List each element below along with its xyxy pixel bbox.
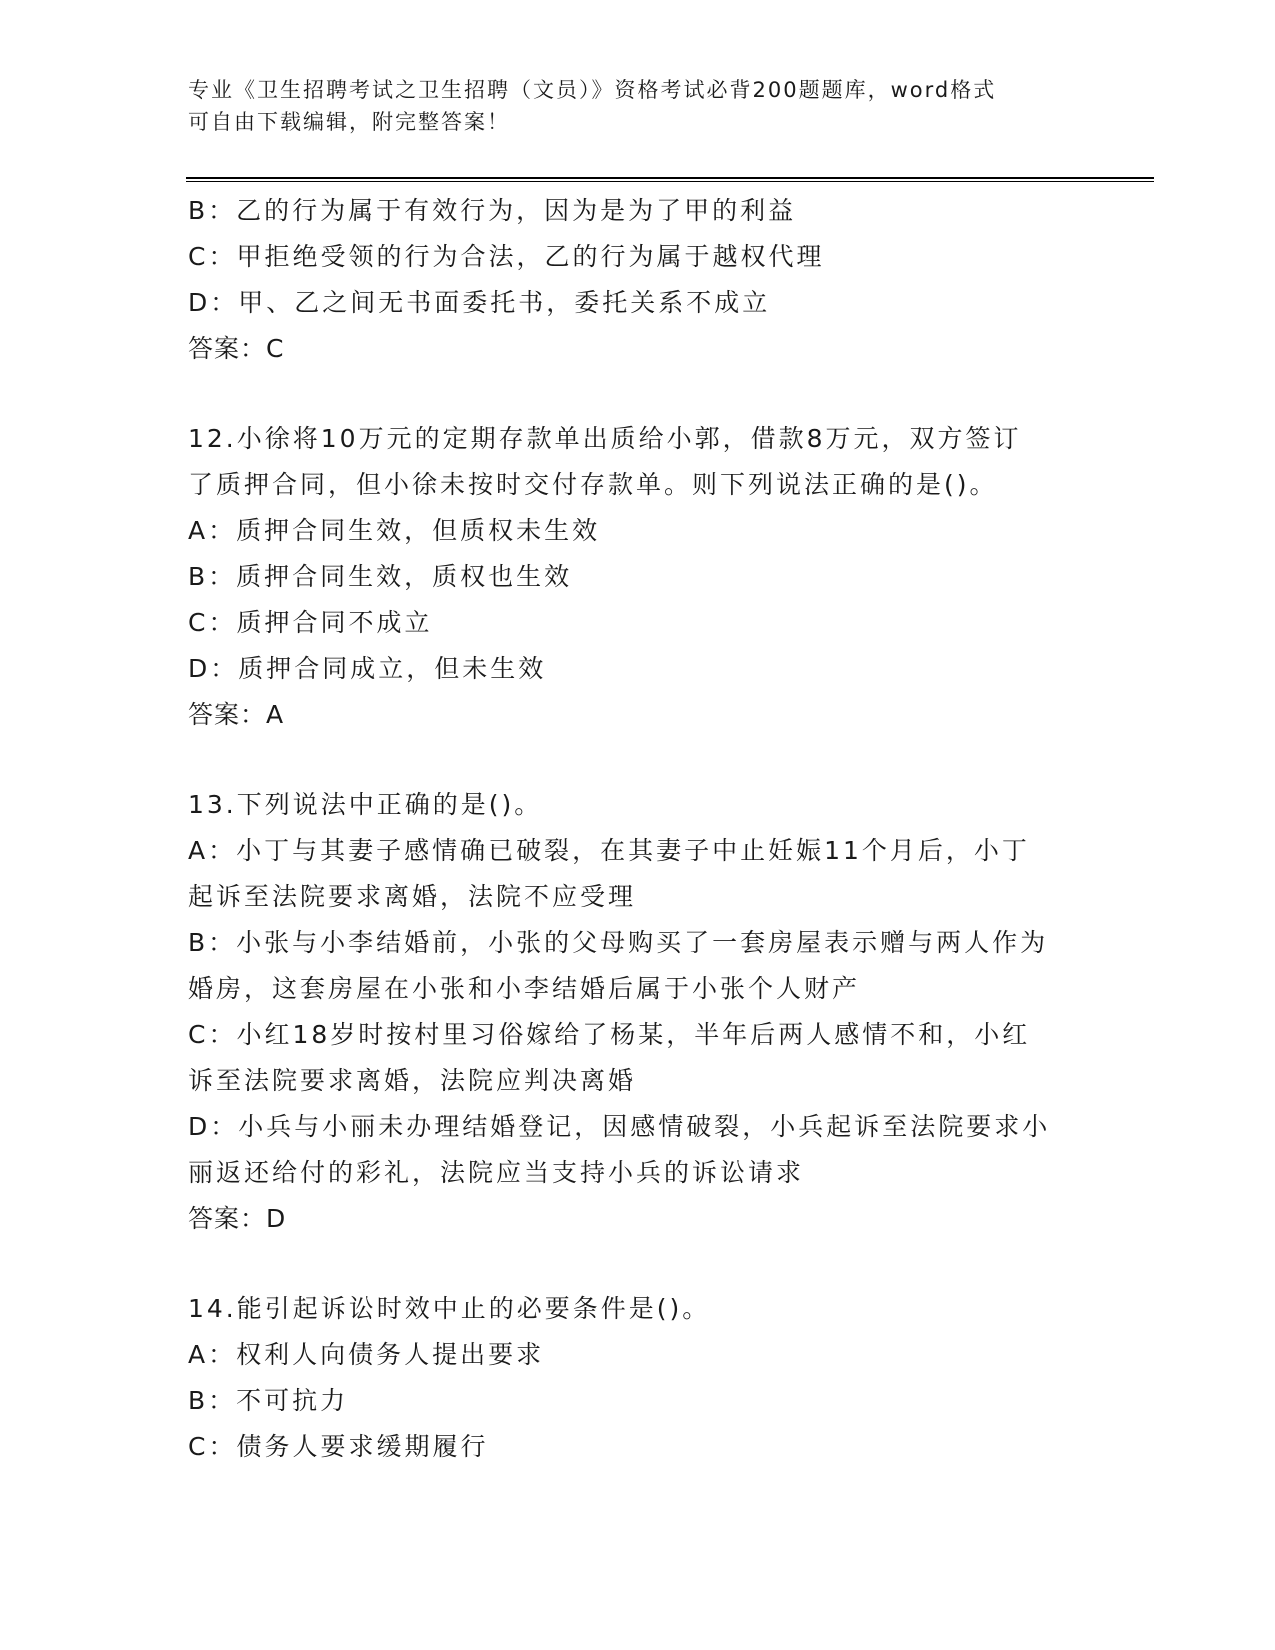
question-14 (188, 1286, 1088, 1470)
header-line-2: 可自由下载编辑，附完整答案！ (188, 110, 510, 134)
question-11-tail (188, 188, 1088, 372)
header-line-1: 专业《卫生招聘考试之卫生招聘（文员）》资格考试必背200题题库，word格式 (188, 78, 997, 102)
option-a: A：小丁与其妻子感情确已破裂，在其妻子中止妊娠11个月后，小丁 (188, 836, 1030, 865)
question-stem: 13.下列说法中正确的是()。 (188, 790, 543, 819)
header-rule-thick (186, 177, 1154, 179)
question-stem: 12.小徐将10万元的定期存款单出质给小郭，借款8万元，双方签订 (188, 424, 1022, 453)
option-b: B：小张与小李结婚前，小张的父母购买了一套房屋表示赠与两人作为 (188, 928, 1049, 957)
document-header (188, 74, 1088, 138)
option-b: B：不可抗力 (188, 1386, 349, 1415)
option-c: C：小红18岁时按村里习俗嫁给了杨某，半年后两人感情不和，小红 (188, 1020, 1031, 1049)
option-b-continued: 婚房，这套房屋在小张和小李结婚后属于小张个人财产 (188, 974, 861, 1003)
option-c: C：质押合同不成立 (188, 608, 433, 637)
option-a-continued: 起诉至法院要求离婚，法院不应受理 (188, 882, 637, 911)
option-d: D：甲、乙之间无书面委托书，委托关系不成立 (188, 288, 771, 317)
option-d: D：质押合同成立，但未生效 (188, 654, 547, 683)
option-c-continued: 诉至法院要求离婚，法院应判决离婚 (188, 1066, 637, 1095)
answer: 答案：D (188, 1204, 287, 1233)
option-b: B：质押合同生效，质权也生效 (188, 562, 573, 591)
option-a: A：权利人向债务人提出要求 (188, 1340, 545, 1369)
answer: 答案：A (188, 700, 285, 729)
option-b: B：乙的行为属于有效行为，因为是为了甲的利益 (188, 196, 797, 225)
question-12 (188, 416, 1088, 738)
option-d-continued: 丽返还给付的彩礼，法院应当支持小兵的诉讼请求 (188, 1158, 805, 1187)
option-c: C：债务人要求缓期履行 (188, 1432, 489, 1461)
header-rule-thin (186, 181, 1154, 182)
option-d: D：小兵与小丽未办理结婚登记，因感情破裂，小兵起诉至法院要求小 (188, 1112, 1051, 1141)
option-a: A：质押合同生效，但质权未生效 (188, 516, 601, 545)
question-stem-continued: 了质押合同，但小徐未按时交付存款单。则下列说法正确的是()。 (188, 470, 998, 499)
question-13 (188, 782, 1088, 1242)
question-stem: 14.能引起诉讼时效中止的必要条件是()。 (188, 1294, 711, 1323)
answer: 答案：C (188, 334, 285, 363)
spacer (188, 372, 1088, 416)
spacer (188, 1242, 1088, 1286)
option-c: C：甲拒绝受领的行为合法，乙的行为属于越权代理 (188, 242, 825, 271)
spacer (188, 738, 1088, 782)
question-content (188, 188, 1088, 1470)
